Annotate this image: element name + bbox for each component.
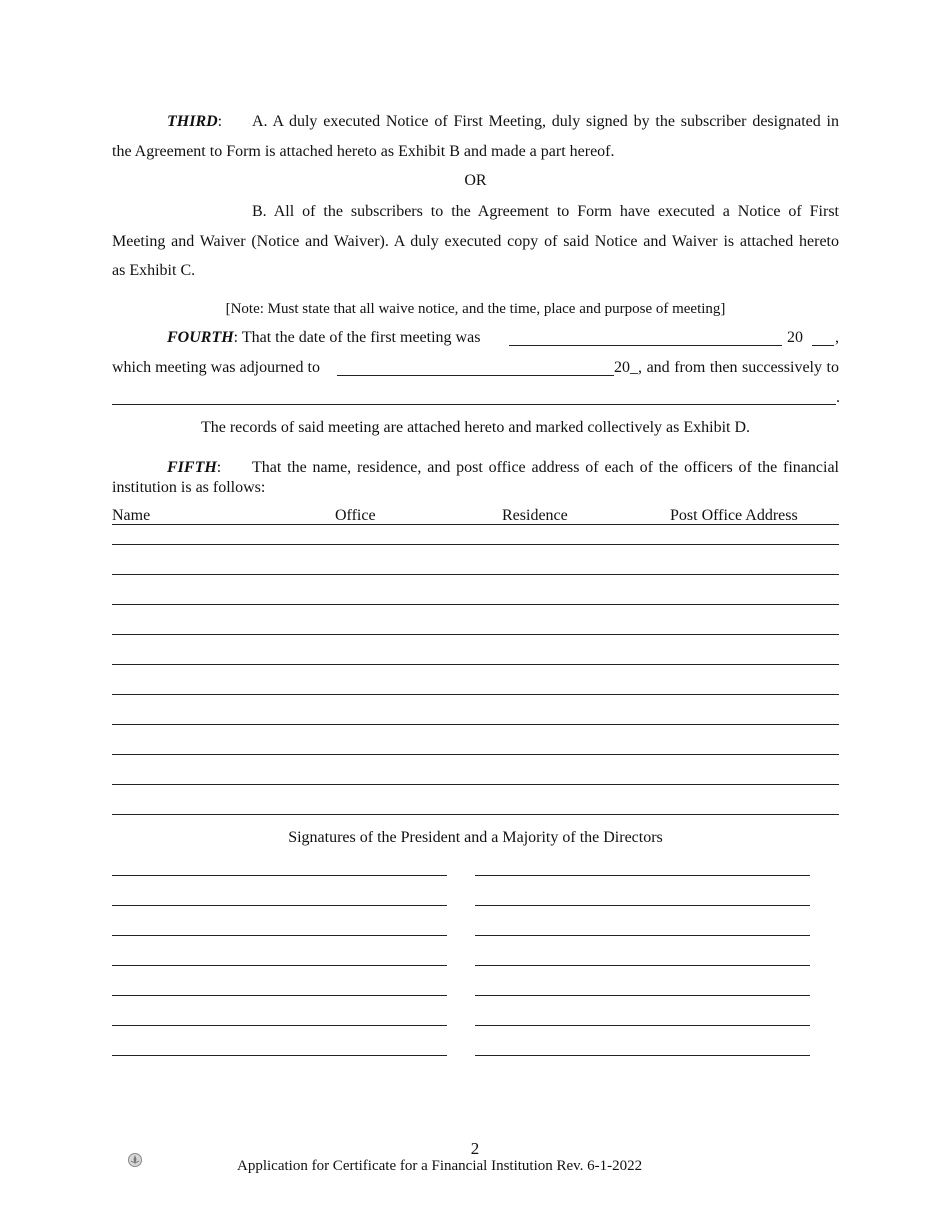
third-heading xyxy=(167,113,222,131)
fifth-label: FIFTH xyxy=(167,459,217,476)
third-b-line2: Meeting and Waiver (Notice and Waiver). A duly executed copy of said Notice and Waiver is attached hereto xyxy=(112,233,839,250)
signatures-heading: Signatures of the President and a Majority of the Directors xyxy=(288,829,663,846)
signature-line-right[interactable] xyxy=(475,935,810,936)
third-b-line1: B. All of the subscribers to the Agreement to Form have executed a Notice of First xyxy=(252,203,839,220)
signature-line-left[interactable] xyxy=(112,1025,447,1026)
third-colon: : xyxy=(217,113,223,130)
column-header-post-office-address: Post Office Address xyxy=(670,507,798,524)
fourth-text2: which meeting was adjourned to xyxy=(112,359,320,376)
signature-line-right[interactable] xyxy=(475,1055,810,1056)
fourth-year2: 20_, and from then successively to xyxy=(614,359,839,376)
footer-form-title: Application for Certificate for a Financial Institution Rev. 6-1-2022 xyxy=(237,1158,643,1174)
signature-line-right[interactable] xyxy=(475,905,810,906)
first-meeting-year-blank[interactable] xyxy=(812,345,834,346)
signature-line-left[interactable] xyxy=(112,995,447,996)
or-separator: OR xyxy=(464,172,487,189)
officer-entry-line[interactable] xyxy=(112,814,839,815)
fourth-year-prefix: 20 xyxy=(787,329,803,346)
fifth-line2: institution is as follows: xyxy=(112,479,266,496)
signature-line-left[interactable] xyxy=(112,935,447,936)
signature-line-right[interactable] xyxy=(475,1025,810,1026)
column-header-office: Office xyxy=(335,507,376,524)
third-a-line1: A. A duly executed Notice of First Meeting, duly signed by the subscriber designated in xyxy=(252,113,839,130)
fifth-heading xyxy=(167,459,221,477)
officer-entry-line[interactable] xyxy=(112,664,839,665)
officer-entry-line[interactable] xyxy=(112,634,839,635)
officer-entry-line[interactable] xyxy=(112,574,839,575)
fourth-label: FOURTH xyxy=(167,329,234,346)
signature-line-left[interactable] xyxy=(112,1055,447,1056)
fourth-period: . xyxy=(836,389,840,406)
page-number: 2 xyxy=(470,1139,480,1158)
officer-entry-line[interactable] xyxy=(112,724,839,725)
signature-line-right[interactable] xyxy=(475,965,810,966)
officer-entry-line[interactable] xyxy=(112,604,839,605)
first-meeting-date-blank[interactable] xyxy=(509,345,782,346)
signature-line-left[interactable] xyxy=(112,905,447,906)
state-seal-icon xyxy=(127,1152,143,1168)
column-header-residence: Residence xyxy=(502,507,568,524)
document-page xyxy=(112,0,839,1230)
fourth-text1: : That the date of the first meeting was xyxy=(233,329,481,346)
signature-line-left[interactable] xyxy=(112,875,447,876)
successive-dates-blank[interactable] xyxy=(112,404,836,405)
table-header-underline xyxy=(112,524,839,525)
meeting-note: [Note: Must state that all waive notice, and the time, place and purpose of meeting] xyxy=(225,301,726,317)
adjourned-date-blank[interactable] xyxy=(337,375,614,376)
officer-entry-line[interactable] xyxy=(112,754,839,755)
records-statement: The records of said meeting are attached hereto and marked collectively as Exhibit D. xyxy=(200,419,751,436)
fourth-comma: , xyxy=(835,329,839,346)
fifth-colon: : xyxy=(216,459,222,476)
column-header-name: Name xyxy=(112,507,151,524)
third-b-line3: as Exhibit C. xyxy=(112,262,196,279)
signature-line-right[interactable] xyxy=(475,875,810,876)
signature-line-left[interactable] xyxy=(112,965,447,966)
officer-entry-line[interactable] xyxy=(112,544,839,545)
officer-entry-line[interactable] xyxy=(112,784,839,785)
third-a-line2: the Agreement to Form is attached hereto as Exhibit B and made a part hereof. xyxy=(112,143,615,160)
officer-entry-line[interactable] xyxy=(112,694,839,695)
fifth-line1: That the name, residence, and post office address of each of the officers of the financial xyxy=(252,459,839,476)
fourth-heading xyxy=(167,329,480,347)
signature-line-right[interactable] xyxy=(475,995,810,996)
third-label: THIRD xyxy=(167,113,218,130)
